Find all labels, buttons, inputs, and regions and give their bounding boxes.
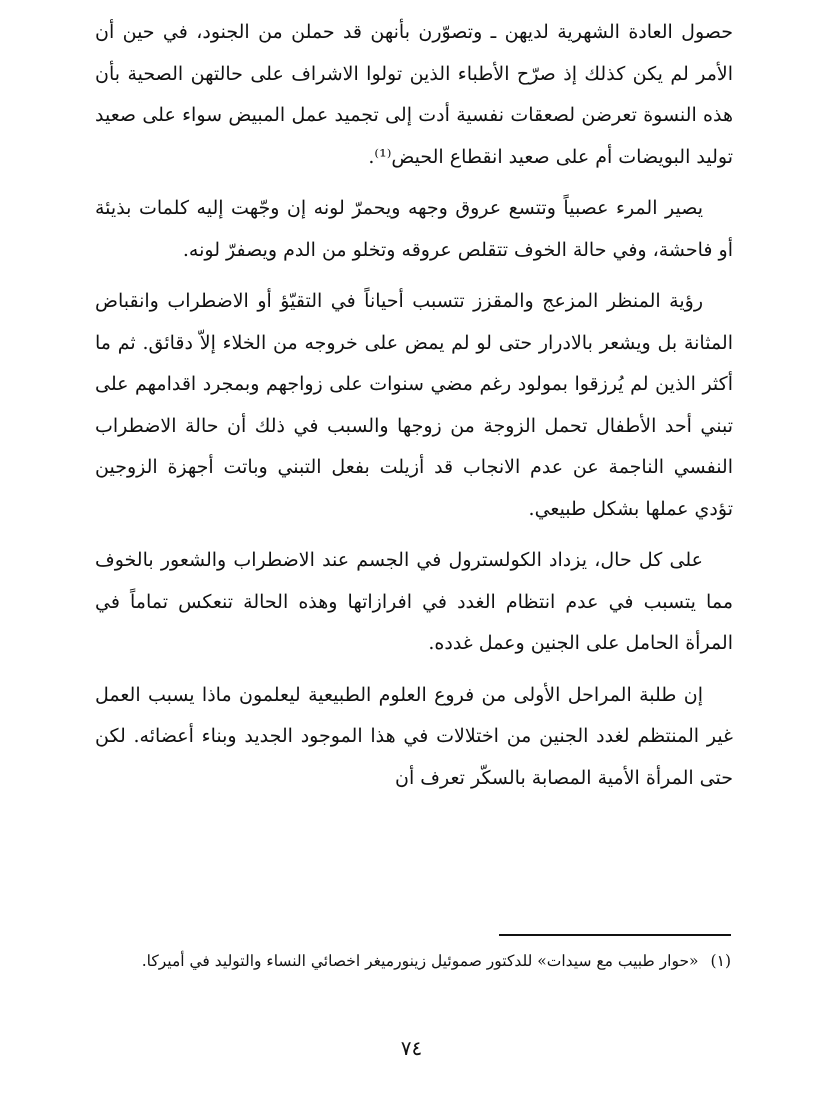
- footnote-number: (١): [710, 952, 731, 970]
- footnote-divider: [499, 934, 731, 936]
- footnote: [95, 946, 731, 977]
- page-number: ٧٤: [400, 1036, 423, 1060]
- footnote-text: «حوار طبيب مع سيدات» للدكتور صموئيل زينورميغر اخصائي النساء والتوليد في أميركا.: [141, 952, 699, 970]
- paragraph-1: حصول العادة الشهرية لديهن ـ وتصوّرن بأنهن قد حملن من الجنود، في حين أن الأمر لم يكن كذلك إذ صرّح الأطباء الذين تولوا الاشراف على حالتهن الصحية بأن هذه النسوة تعرضن لصعقات نفسية أدت إلى تجميد عمل المبيض سواء على صعيد توليد البويضات أم على صعيد انقطاع الحيض⁽¹⁾.: [95, 21, 733, 168]
- page-body: [95, 12, 733, 809]
- paragraph-5: إن طلبة المراحل الأولى من فروع العلوم الطبيعية ليعلمون ماذا يسبب العمل غير المنتظم لغدد الجنين من اختلالات في هذا الموجود الجديد وبناء أعضائه. لكن حتى المرأة الأمية المصابة بالسكّر تعرف أن: [95, 683, 733, 789]
- paragraph-3: رؤية المنظر المزعج والمقزز تتسبب أحياناً في التقيّؤ أو الاضطراب وانقباض المثانة بل ويشعر بالادرار حتى لو لم يمض على خروجه من الخلاء إلاّ دقائق. ثم ما أكثر الذين لم يُرزقوا بمولود رغم مضي سنوات على زواجهم وبمجرد اقدامهم على تبني أحد الأطفال تحمل الزوجة من زوجها والسبب في ذلك أن حالة الاضطراب النفسي الناجمة عن عدم الانجاب قد أزيلت بفعل التبني وباتت أجهزة الزوجين تؤدي عملها بشكل طبيعي.: [95, 290, 733, 520]
- paragraph-4: على كل حال، يزداد الكولسترول في الجسم عند الاضطراب والشعور بالخوف مما يتسبب في عدم انتظام الغدد في افرازاتها وهذه الحالة تنعكس تماماً في المرأة الحامل على الجنين وعمل غدده.: [95, 549, 733, 654]
- paragraph-2: يصير المرء عصبياً وتتسع عروق وجهه ويحمرّ لونه إن وجّهت إليه كلمات بذيئة أو فاحشة، وفي حالة الخوف تتقلص عروقه وتخلو من الدم ويصفرّ لونه.: [95, 197, 733, 261]
